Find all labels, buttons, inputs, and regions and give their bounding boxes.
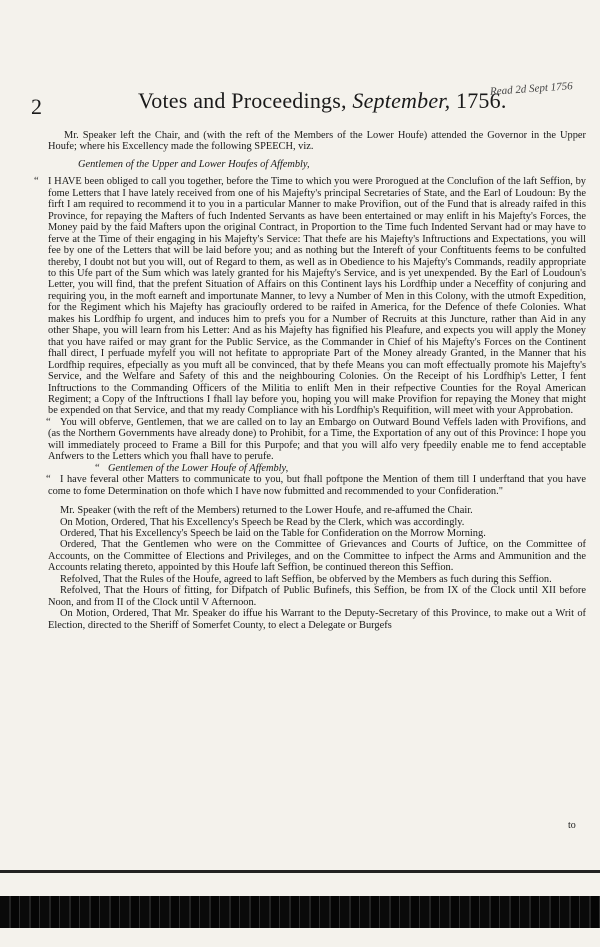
scan-edge-line (0, 870, 600, 873)
speech-closing: “ I have feveral other Matters to communicate to you, but fhall poftpone the Mention of them till I underftand that you have come to fome Determination on thofe which I have now fubmitted and recommended to your Confideration." (48, 474, 586, 497)
page-title (138, 88, 507, 114)
salutation-upper-lower: Gentlemen of the Upper and Lower Houfes of Affembly, (78, 158, 310, 170)
proceeding-2: On Motion, Ordered, That his Excellency's Speech be Read by the Clerk, which was accordingly. (60, 516, 465, 528)
proceeding-6: Refolved, That the Hours of fitting, for Difpatch of Public Bufinefs, this Seffion, be from IX of the Clock until XII before Noon, and from II of the Clock until V Afternoon. (48, 585, 586, 608)
proceeding-5: Refolved, That the Rules of the Houfe, agreed to laft Seffion, be obferved by the Members as fuch during this Seffion. (60, 573, 552, 585)
document-body (48, 130, 586, 631)
proceeding-7: On Motion, Ordered, That Mr. Speaker do iffue his Warrant to the Deputy-Secretary of this Province, to make out a Writ of Election, directed to the Sheriff of Somerfet County, to elect a Delegate or Burgefs (48, 608, 586, 631)
proceeding-3: Ordered, That his Excellency's Speech be laid on the Table for Confideration on the Morrow Morning. (60, 527, 486, 539)
catchword: to (568, 820, 576, 831)
salutation-lower: “ Gentlemen of the Lower Houfe of Affembly, (108, 463, 586, 474)
title-month: September, (352, 88, 451, 113)
intro-paragraph: Mr. Speaker left the Chair, and (with the reft of the Members of the Lower Houfe) attended the Governor in the Upper Houfe; where his Excellency made the following SPEECH, viz. (48, 130, 586, 153)
title-prefix: Votes and Proceedings, (138, 88, 347, 113)
speech-paragraph-1: “ I HAVE been obliged to call you together, before the Time to which you were Prorogued at the Conclufion of the laft Seffion, by fome Letters that I have lately received from one of his Majefty's principal Secretaries of State, and the Earl of Loudoun: By the firft I am required to recommend it to you in a particular Manner to make Provifion, out of the Fund that is already raifed in this Province, for repaying the Mafters of fuch Indented Servants as have been entertained or may enlift in his Majefty's Forces, the Money paid by the faid Mafters upon the original Contract, in Proportion to the Time fuch Indented Servant had or may have to ferve at the Time of their engaging in his Majefty's Service: That thefe are his Majefty's Inftructions and Expectations, you will fee by one of the Letters that will be laid before you; and as nothing but the Intereft of your Conftituents feems to be confulted thereby, I doubt not but you will, out of Regard to them, as well as in Obedience to his Majefty's Commands, readily appropriate to this Ufe part of the Sum which was lately granted for his Majefty's Service, and is yet unexpended. By the Earl of Loudoun's Letter, you will find, that the prefent Situation of Affairs on this Continent lays his Lordfhip under a Neceffity of conjuring and requiring you, in the moft earneft and importunate Manner, to levy a Number of Men in this Colony, with the utmoft Expedition, for the Regiment which his Majefty has gracioufly ordered to be raifed in America, for the Defence of thefe Colonies. What makes his Lordfhip fo urgent, and induces him to prefs you for a Number of Recruits at this Juncture, rather than Aid in any other Shape, you will learn from his Letter: And as his Majefty has fignified his Pleafure, and expects you will apply the Money that you have raifed or may grant for the Public Service, as the Commander in Chief of his Majefty's Forces on the Continent fhall direct, I perfuade myfelf you will not hefitate to appropriate Part of the Money already Granted, in the Manner that his Lordfhip requires, efpecially as you muft all be convinced, that by thefe Means you can moft effectually promote his Majefty's Service, and the Welfare and Safety of this and the neighbouring Colonies. On the Receipt of his Lordfhip's Letter, I fent Inftructions to the Commanding Officers of the Militia to enlift Men in their refpective Counties for the Royal American Regiment; a Copy of the Inftructions I fhall lay before you, hoping you will make Provifion for repaying the Money that might be expended on that Service, and that my ready Compliance with his Lordfhip's Requifition, will meet with your Approbation. (48, 176, 586, 417)
page-number: 2 (31, 94, 42, 119)
scan-black-border (0, 896, 600, 928)
speech-paragraph-2: “ You will obferve, Gentlemen, that we are called on to lay an Embargo on Outward Bound Veffels laden with Provifions, and (as the Northern Governments have already done) to Prohibit, for a Time, the Exportation of any out of this Province: I hope you will immediately proceed to Frame a Bill for this Purpofe; and that you will alfo very fpeedily enable me to fend acceptable Anfwers to the Letters which you fhall have to perufe. (48, 417, 586, 463)
title-year: 1756. (456, 88, 507, 113)
proceeding-4: Ordered, That the Gentlemen who were on the Committee of Grievances and Courts of Juftice, on the Committee of Accounts, on the Committee of Elections and Privileges, and on the Committee to infpect the Arms and Ammunition and the Accounts relating thereto, appointed by this Houfe laft Seffion, be continued thereon this Seffion. (48, 539, 586, 574)
handwritten-note: Read 2d Sept 1756 (489, 80, 574, 98)
proceeding-1: Mr. Speaker (with the reft of the Members) returned to the Lower Houfe, and re-affumed the Chair. (60, 505, 473, 517)
